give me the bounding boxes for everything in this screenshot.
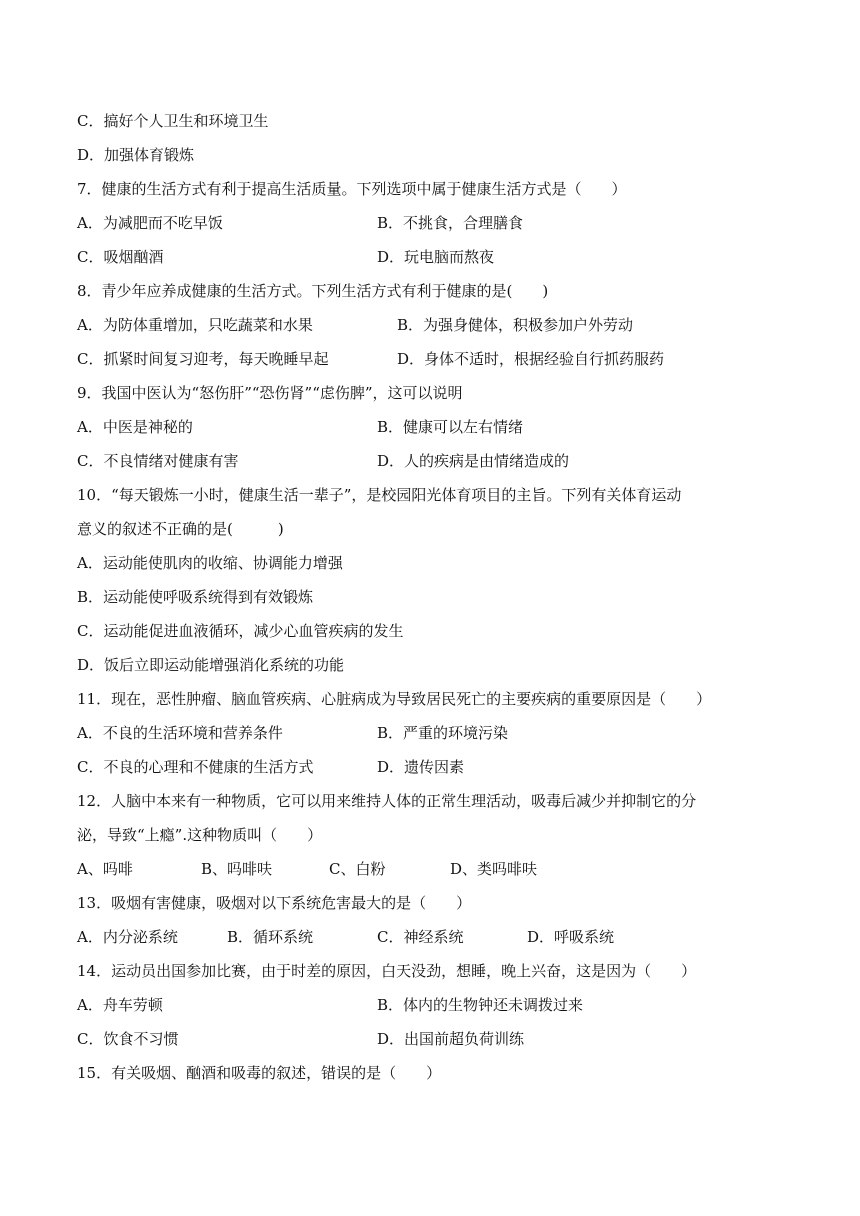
question-9: 9．我国中医认为“怒伤肝”“恐伤肾”“虑伤脾”，这可以说明 [77,384,463,402]
option-c-prev-question: C．搞好个人卫生和环境卫生 [77,112,269,130]
question-9-option-c: C．不良情绪对健康有害 [77,452,239,470]
question-7-option-a: A．为减肥而不吃早饭 [77,214,223,232]
question-9-option-a: A．中医是神秘的 [77,418,193,436]
question-10-option-b: B．运动能使呼吸系统得到有效锻炼 [77,588,314,606]
question-10-line-2: 意义的叙述不正确的是( ) [77,520,284,538]
question-10-option-d: D．饭后立即运动能增强消化系统的功能 [77,656,345,674]
question-12-option-c: C、白粉 [329,860,386,878]
question-14-option-b: B．体内的生物钟还未调拨过来 [377,996,584,1014]
question-12-option-d: D、类吗啡呋 [450,860,538,878]
question-8-option-c: C．抓紧时间复习迎考，每天晚睡早起 [77,350,329,368]
question-13-option-c: C．神经系统 [377,928,464,946]
question-10-option-a: A．运动能使肌肉的收缩、协调能力增强 [77,554,343,572]
question-9-option-d: D．人的疾病是由情绪造成的 [377,452,570,470]
option-d-prev-question: D．加强体育锻炼 [77,146,195,164]
question-8-option-b: B．为强身健体，积极参加户外劳动 [397,316,634,334]
question-12-option-b: B、吗啡呋 [201,860,273,878]
question-13-option-a: A．内分泌系统 [77,928,178,946]
question-7-option-d: D．玩电脑而熬夜 [377,248,495,266]
question-8: 8．青少年应养成健康的生活方式。下列生活方式有利于健康的是( ) [77,282,549,300]
question-14-option-a: A．舟车劳顿 [77,996,163,1014]
question-8-option-d: D．身体不适时，根据经验自行抓药服药 [397,350,665,368]
question-10-option-c: C．运动能促进血液循环，减少心血管疾病的发生 [77,622,404,640]
question-9-option-b: B．健康可以左右情绪 [377,418,524,436]
question-11-option-a: A．不良的生活环境和营养条件 [77,724,283,742]
question-14: 14．运动员出国参加比赛，由于时差的原因，白天没劲，想睡，晚上兴奋，这是因为（ ） [77,962,697,980]
question-11: 11．现在，恶性肿瘤、脑血管疾病、心脏病成为导致居民死亡的主要疾病的重要原因是（ ） [77,690,712,708]
question-10-line-1: 10．“每天锻炼一小时，健康生活一辈子”，是校园阳光体育项目的主旨。下列有关体育运动 [77,486,682,504]
question-8-option-a: A．为防体重增加，只吃蔬菜和水果 [77,316,313,334]
question-11-option-d: D．遗传因素 [377,758,465,776]
question-13: 13．吸烟有害健康，吸烟对以下系统危害最大的是（ ） [77,894,472,912]
question-7-option-b: B．不挑食，合理膳食 [377,214,524,232]
question-11-option-b: B．严重的环境污染 [377,724,509,742]
question-7-option-c: C．吸烟酗酒 [77,248,164,266]
question-11-option-c: C．不良的心理和不健康的生活方式 [77,758,314,776]
question-13-option-b: B．循环系统 [227,928,314,946]
question-12-option-a: A、吗啡 [77,860,133,878]
question-15: 15．有关吸烟、酗酒和吸毒的叙述，错误的是（ ） [77,1064,442,1082]
question-7: 7．健康的生活方式有利于提高生活质量。下列选项中属于健康生活方式是（ ） [77,180,627,198]
question-12-line-2: 泌，导致“上瘾”.这种物质叫（ ） [77,826,323,844]
question-13-option-d: D．呼吸系统 [527,928,615,946]
question-14-option-d: D．出国前超负荷训练 [377,1030,525,1048]
question-12-line-1: 12．人脑中本来有一种物质，它可以用来维持人体的正常生理活动，吸毒后减少并抑制它的分 [77,792,697,810]
question-14-option-c: C．饮食不习惯 [77,1030,179,1048]
